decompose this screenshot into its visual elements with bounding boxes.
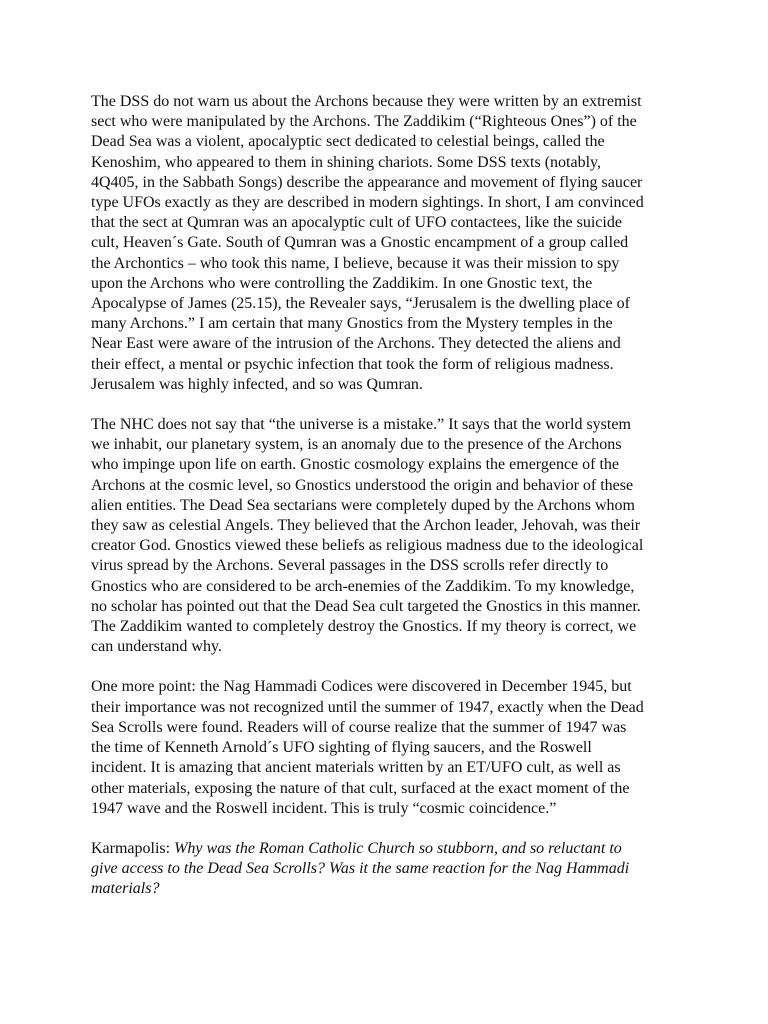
paragraph-discovery-1947: One more point: the Nag Hammadi Codices were discovered in December 1945, but their importance was not recognized until the summer of 1947, exactly when the Dead Sea Scrolls were found. Readers will of course realize that the summer of 1947 was the time of Kenneth Arnold´s UFO sighting of flying saucers, and the Roswell incident. It is amazing that ancient materials written by an ET/UFO cult, as well as other materials, exposing the nature of that cult, surfaced at the exact moment of the 1947 wave and the Roswell incident. This is truly “cosmic coincidence.” <box>91 678 644 817</box>
question-speaker: Karmapolis: <box>91 839 171 857</box>
paragraph-nhc-universe: The NHC does not say that “the universe is a mistake.” It says that the world system we inhabit, our planetary system, is an anomaly due to the presence of the Archons who impinge upon life on earth. Gnostic cosmology explains the emergence of the Archons at the cosmic level, so Gnostics understood the origin and behavior of these alien entities. The Dead Sea sectarians were completely duped by the Archons whom they saw as celestial Angels. They believed that the Archon leader, Jehovah, was their creator God. Gnostics viewed these beliefs as religious madness due to the ideological virus spread by the Archons. Several passages in the DSS scrolls refer directly to Gnostics who are considered to be arch-enemies of the Zaddikim. To my knowledge, no scholar has pointed out that the Dead Sea cult targeted the Gnostics in this manner. The Zaddikim wanted to completely destroy the Gnostics. If my theory is correct, we can understand why. <box>91 416 644 656</box>
interview-question <box>91 839 691 900</box>
paragraph-archons-dss: The DSS do not warn us about the Archons because they were written by an extremist sect who were manipulated by the Archons. The Zaddikim (“Righteous Ones”) of the Dead Sea was a violent, apocalyptic sect dedicated to celestial beings, called the Kenoshim, who appeared to them in shining chariots. Some DSS texts (notably, 4Q405, in the Sabbath Songs) describe the appearance and movement of flying saucer type UFOs exactly as they are described in modern sightings. In short, I am convinced that the sect at Qumran was an apocalyptic cult of UFO contactees, like the suicide cult, Heaven´s Gate. South of Qumran was a Gnostic encampment of a group called the Archontics – who took this name, I believe, because it was their mission to spy upon the Archons who were controlling the Zaddikim. In one Gnostic text, the Apocalypse of James (25.15), the Revealer says, “Jerusalem is the dwelling place of many Archons.” I am certain that many Gnostics from the Mystery temples in the Near East were aware of the intrusion of the Archons. They detected the aliens and their effect, a mental or psychic infection that took the form of religious madness. Jerusalem was highly infected, and so was Qumran. <box>91 93 644 393</box>
document-page <box>91 92 691 900</box>
question-text: Why was the Roman Catholic Church so stubborn, and so reluctant to give access to the Dead Sea Scrolls? Was it the same reaction for the Nag Hammadi materials? <box>91 839 630 898</box>
